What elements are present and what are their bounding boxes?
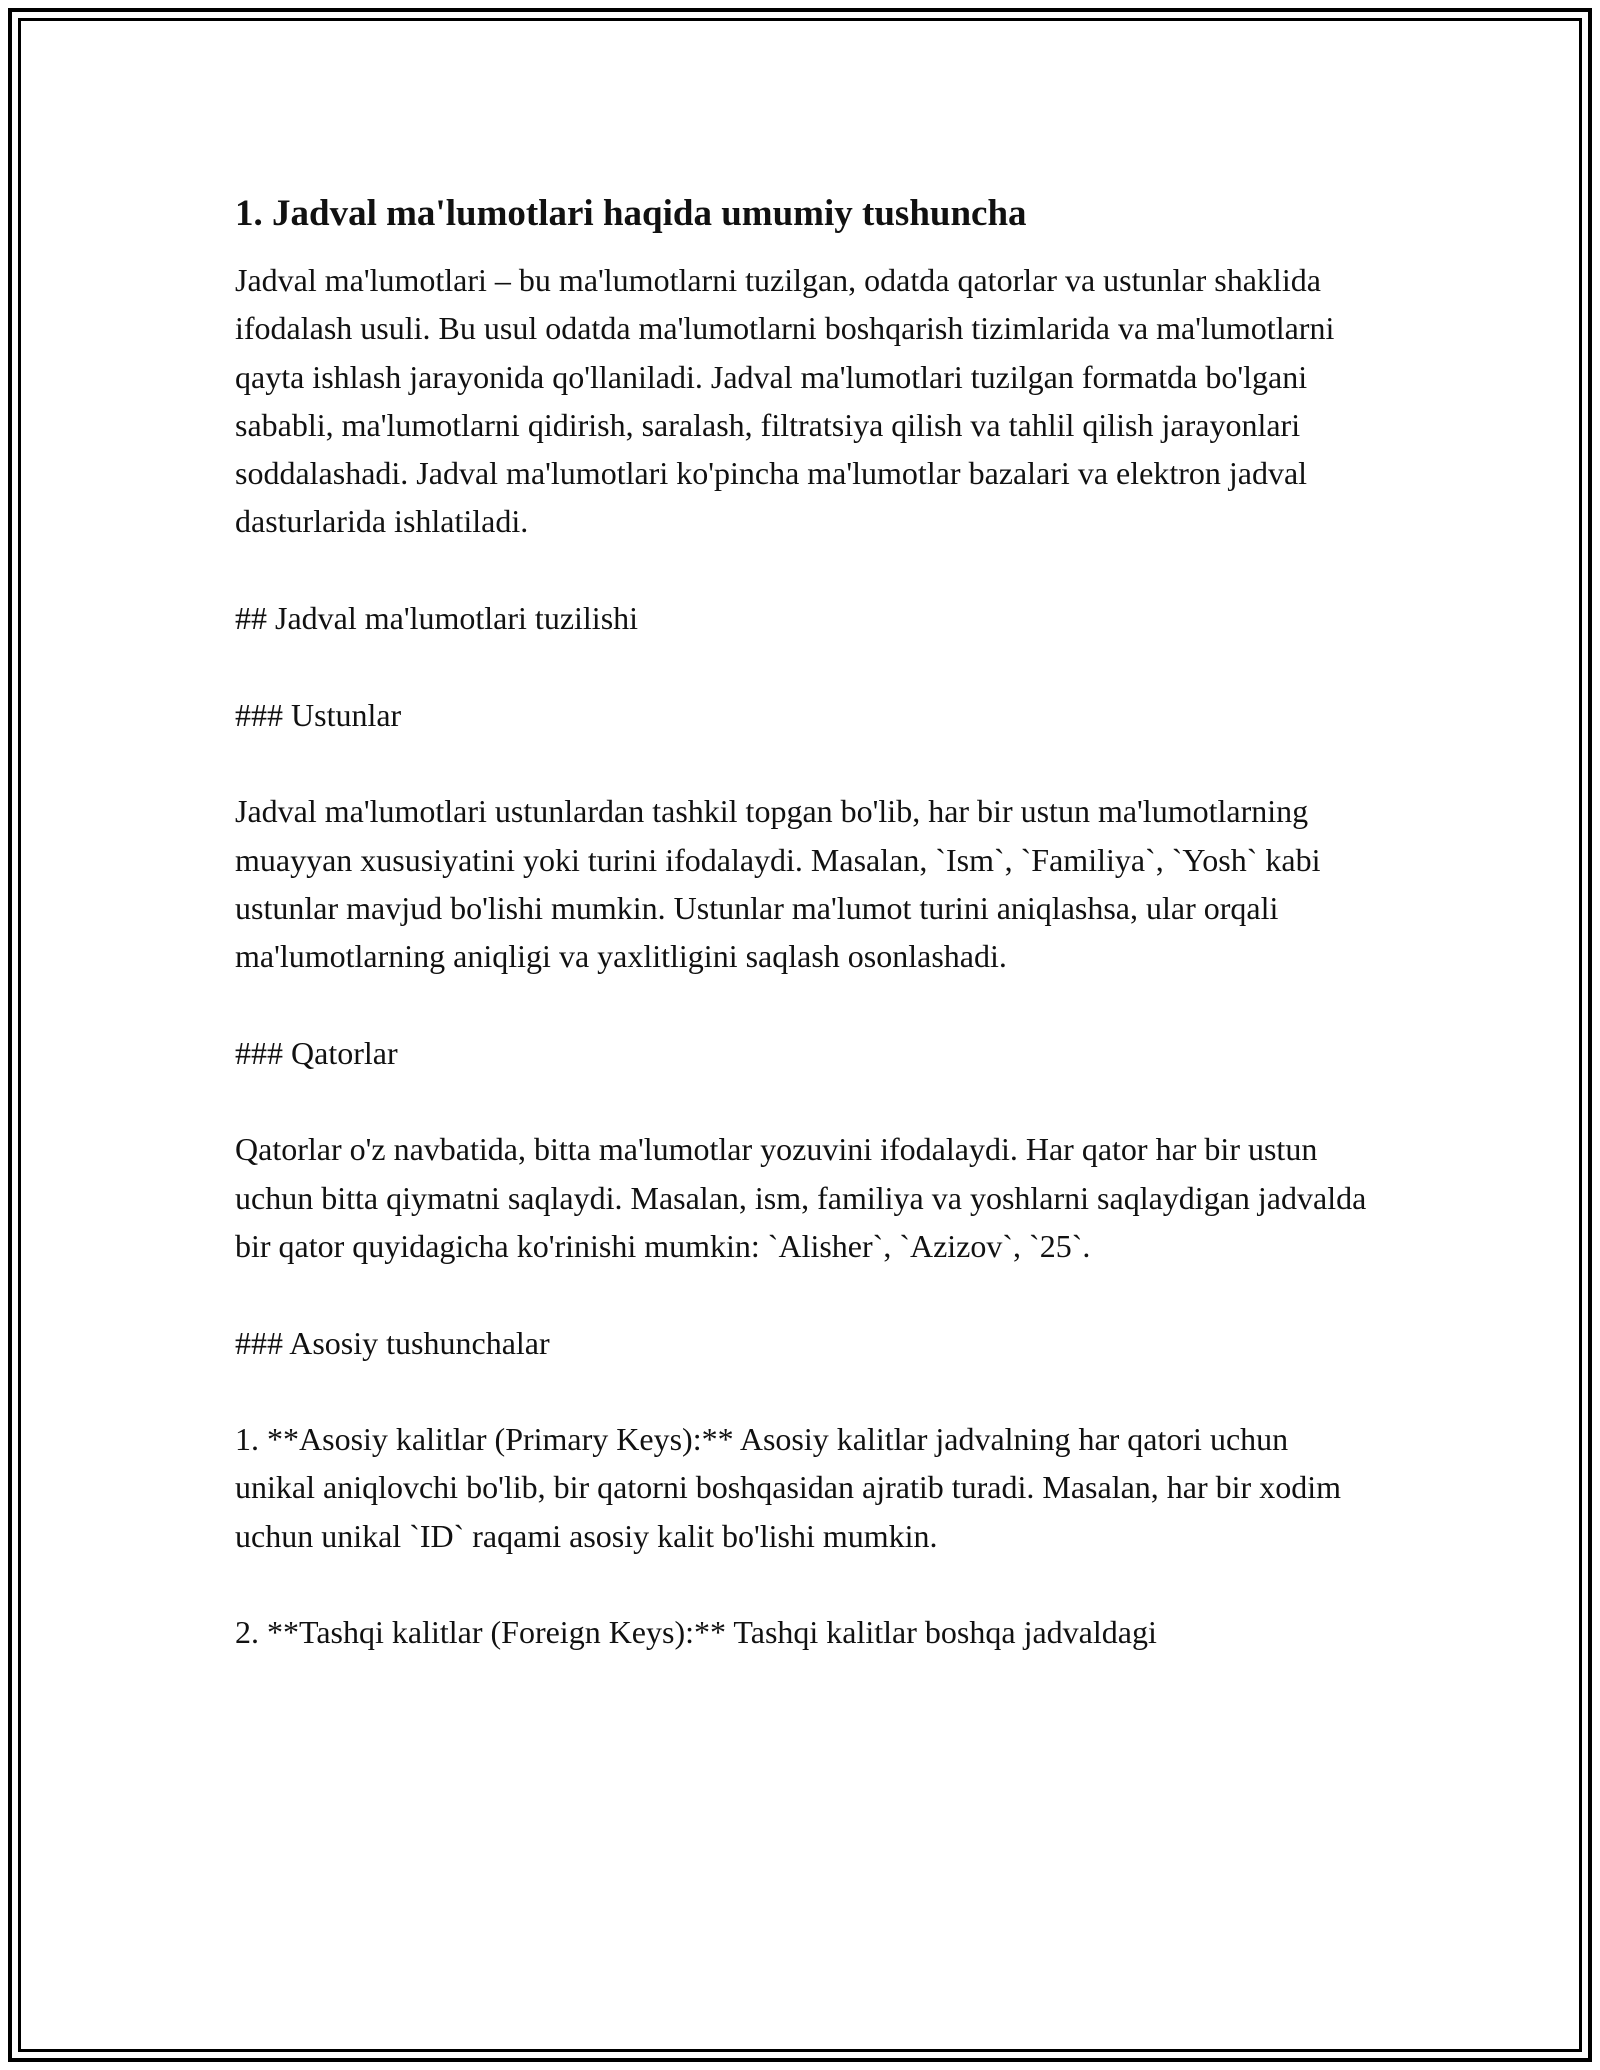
heading-key-concepts: ### Asosiy tushunchalar — [235, 1324, 550, 1361]
paragraph-rows: Qatorlar o'z navbatida, bitta ma'lumotlar yozuvini ifodalaydi. Har qator har bir ustun uchun bitta qiymatni saqlaydi. Masalan, ism, familiya va yoshlarni saqlaydigan jadvalda bir qator quyidagicha ko'rinishi mumkin: `Alisher`, `Azizov`, `25`. — [235, 1131, 1367, 1264]
heading-structure: ## Jadval ma'lumotlari tuzilishi — [235, 600, 639, 637]
heading-rows: ### Qatorlar — [235, 1034, 398, 1071]
paragraph-intro: Jadval ma'lumotlari – bu ma'lumotlarni tuzilgan, odatda qatorlar va ustunlar shaklida ifodalash usuli. Bu usul odatda ma'lumotlarni boshqarish tizimlarida va ma'lumotlarni qayta ishlash jarayonida qo'llaniladi. Jadval ma'lumotlari tuzilgan formatda bo'lgani sababli, ma'lumotlarni qidirish, saralash, filtratsiya qilish va tahlil qilish jarayonlari soddalashadi. Jadval ma'lumotlari ko'pincha ma'lumotlar bazalari va elektron jadval dasturlarida ishlatiladi. — [235, 262, 1335, 540]
document-title: 1. Jadval ma'lumotlari haqida umumiy tushuncha — [235, 193, 1027, 234]
list-item-foreign-keys: 2. **Tashqi kalitlar (Foreign Keys):** Tashqi kalitlar boshqa jadvaldagi — [235, 1614, 1157, 1651]
paragraph-columns: Jadval ma'lumotlari ustunlardan tashkil topgan bo'lib, har bir ustun ma'lumotlarning muayyan xususiyatini yoki turini ifodalaydi. Masalan, `Ism`, `Familiya`, `Yosh` kabi ustunlar mavjud bo'lishi mumkin. Ustunlar ma'lumot turini aniqlashsa, ular orqali ma'lumotlarning aniqligi va yaxlitligini saqlash osonlashadi. — [235, 793, 1321, 975]
heading-columns: ### Ustunlar — [235, 696, 402, 733]
document-body — [235, 190, 1375, 1657]
list-item-primary-keys: 1. **Asosiy kalitlar (Primary Keys):** Asosiy kalitlar jadvalning har qatori uchun unikal aniqlovchi bo'lib, bir qatorni boshqasidan ajratib turadi. Masalan, har bir xodim uchun unikal `ID` raqami asosiy kalit bo'lishi mumkin. — [235, 1421, 1341, 1554]
